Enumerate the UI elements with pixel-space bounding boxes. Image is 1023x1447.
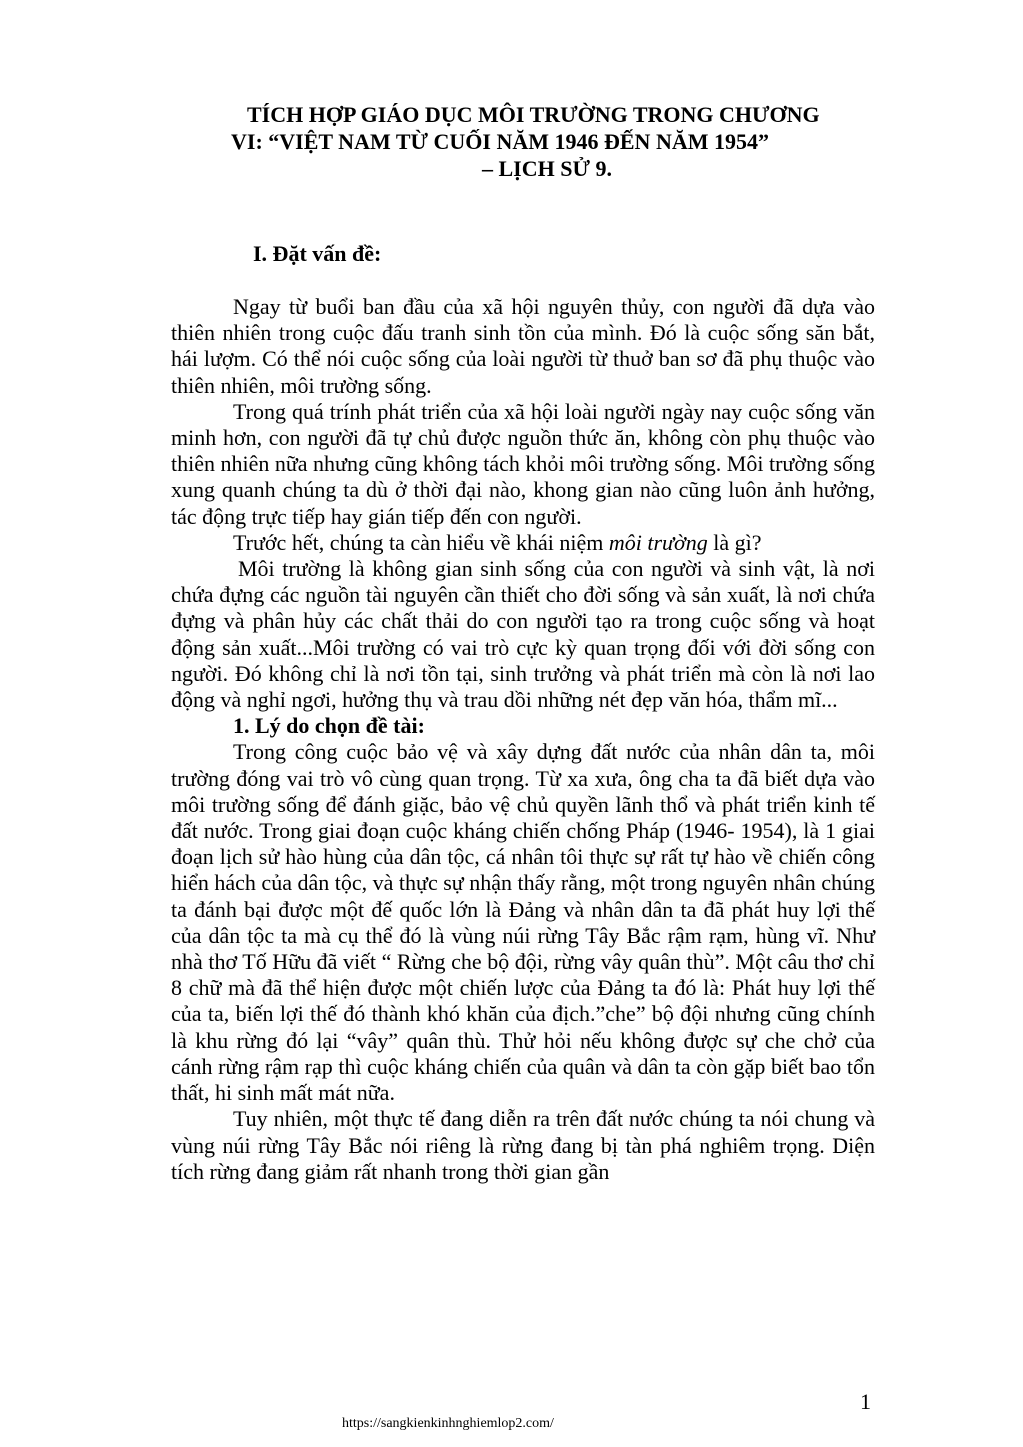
- paragraph-6: Tuy nhiên, một thực tế đang diễn ra trên đất nước chúng ta nói chung và vùng núi rừng Tây Bắc nói riêng là rừng đang bị tàn phá nghiêm trọng. Diện tích rừng đang giảm rất nhanh trong thời gian gần: [171, 1106, 875, 1184]
- body-text: [171, 294, 875, 1185]
- paragraph-3-start: Trước hết, chúng ta càn hiểu về khái niệm: [233, 529, 609, 555]
- paragraph-4: Môi trường là không gian sinh sống của con người và sinh vật, là nơi chứa đựng các nguồn tài nguyên cần thiết cho đời sống và sản xuất, là nơi chứa đựng và phân hủy các chất thải do con người tạo ra trong cuộc sống và hoạt động sản xuất...Môi trường có vai trò cực kỳ quan trọng đối với đời sống con người. Đó không chỉ là nơi tồn tại, sinh trưởng và phát triển mà còn là nơi lao động và nghỉ ngơi, hưởng thụ và trau dồi những nét đẹp văn hóa, thẩm mĩ...: [171, 556, 875, 713]
- document-title: [228, 101, 888, 182]
- paragraph-1: Ngay từ buổi ban đầu của xã hội nguyên thủy, con người đã dựa vào thiên nhiên trong cuộc đấu tranh sinh tồn của mình. Đó là cuộc sống săn bắt, hái lượm. Có thể nói cuộc sống của loài người từ thuở ban sơ đã phụ thuộc vào thiên nhiên, môi trường sống.: [171, 294, 875, 398]
- footer-url[interactable]: https://sangkienkinhnghiemlop2.com/: [342, 1416, 554, 1431]
- paragraph-3-end: là gì?: [707, 529, 762, 555]
- paragraph-3: [171, 530, 875, 556]
- title-line-2: VI: “VIỆT NAM TỪ CUỐI NĂM 1946 ĐẾN NĂM 1954”: [231, 129, 769, 154]
- paragraph-2: Trong quá trính phát triển của xã hội loài người ngày nay cuộc sống văn minh hơn, con người đã tự chủ được nguồn thức ăn, không còn phụ thuộc vào thiên nhiên nữa nhưng cũng không tách khỏi môi trường sống. Môi trường sống xung quanh chúng ta dù ở thời đại nào, khong gian nào cũng luôn ảnh hưởng, tác động trực tiếp hay gián tiếp đến con người.: [171, 398, 876, 529]
- title-line-3: – LỊCH SỬ 9.: [482, 156, 612, 181]
- subheading-reason: 1. Lý do chọn đề tài:: [233, 713, 425, 739]
- title-line-1: TÍCH HỢP GIÁO DỤC MÔI TRƯỜNG TRONG CHƯƠNG: [247, 102, 820, 127]
- page-number: 1: [860, 1389, 871, 1414]
- paragraph-5: Trong công cuộc bảo vệ và xây dựng đất nước của nhân dân ta, môi trường đóng vai trò vô cùng quan trọng. Từ xa xưa, ông cha ta đã biết dựa vào môi trường sống để đánh giặc, bảo vệ chủ quyền lãnh thổ và phát triển kinh tế đất nước. Trong giai đoạn cuộc kháng chiến chống Pháp (1946- 1954), là 1 giai đoạn lịch sử hào hùng của dân tộc, cá nhân tôi thực sự rất tự hào về chiến công hiển hách của dân tộc, và thực sự nhận thấy rằng, một trong nguyên nhân chúng ta đánh bại được một đế quốc lớn là Đảng và nhân dân ta đã phát huy lợi thế của dân tộc ta mà cụ thể đó là vùng núi rừng Tây Bắc rậm rạm, hùng vĩ. Như nhà thơ Tố Hữu đã viết “ Rừng che bộ đội, rừng vây quân thù”. Một câu thơ chỉ 8 chữ mà đã thể hiện được một chiến lược của Đảng ta đó là: Phát huy lợi thế của ta, biến lợi thế đó thành khó khăn của địch.”che” bộ đội nhưng cũng chính là khu rừng đó lại “vây” quân thù. Thử hỏi nếu không được sự che chở của cánh rừng rậm rạp thì cuộc kháng chiến của quân và dân ta còn gặp biết bao tổn thất, hi sinh mất mát nữa.: [171, 739, 875, 1106]
- paragraph-3-italic-term: môi trường: [608, 529, 708, 555]
- section-heading: I. Đặt vấn đề:: [253, 241, 382, 266]
